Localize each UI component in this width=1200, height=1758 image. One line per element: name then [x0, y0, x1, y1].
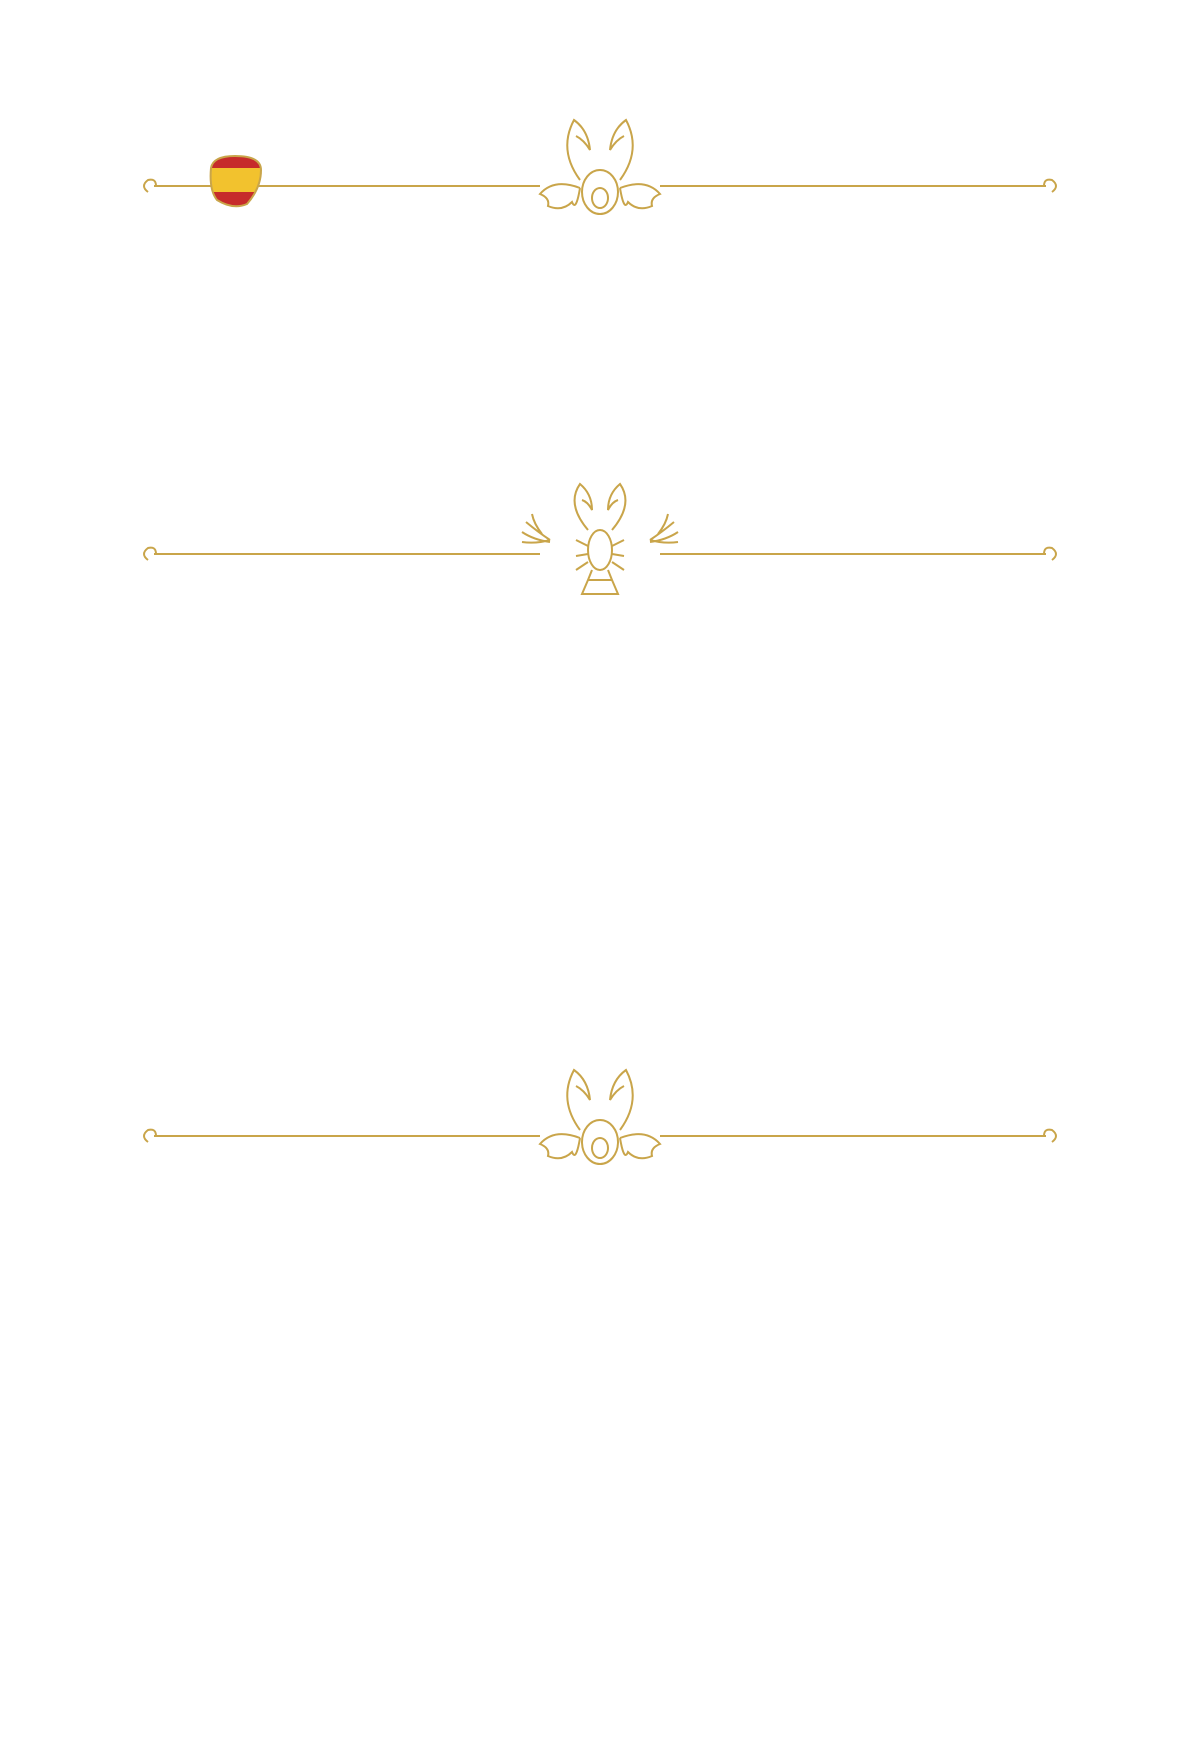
menu-item [207, 652, 607, 661]
menu-item [207, 276, 607, 285]
menu-item [207, 777, 607, 786]
menu-item [623, 1239, 1023, 1248]
menu-item [621, 777, 1021, 786]
ornament-divider-lobster [140, 478, 1060, 608]
brand-logo-banner [0, 1668, 1200, 1758]
ornament-divider-avocado [140, 110, 1060, 240]
ornament-divider-avocado [140, 1066, 1060, 1196]
menu-item [621, 652, 1021, 661]
menu-item [207, 928, 607, 937]
menu-item [208, 1404, 608, 1413]
menu-item [209, 1240, 609, 1249]
spanish-flag-icon [207, 152, 265, 210]
menu-item [621, 278, 1021, 287]
menu-item [207, 425, 607, 434]
